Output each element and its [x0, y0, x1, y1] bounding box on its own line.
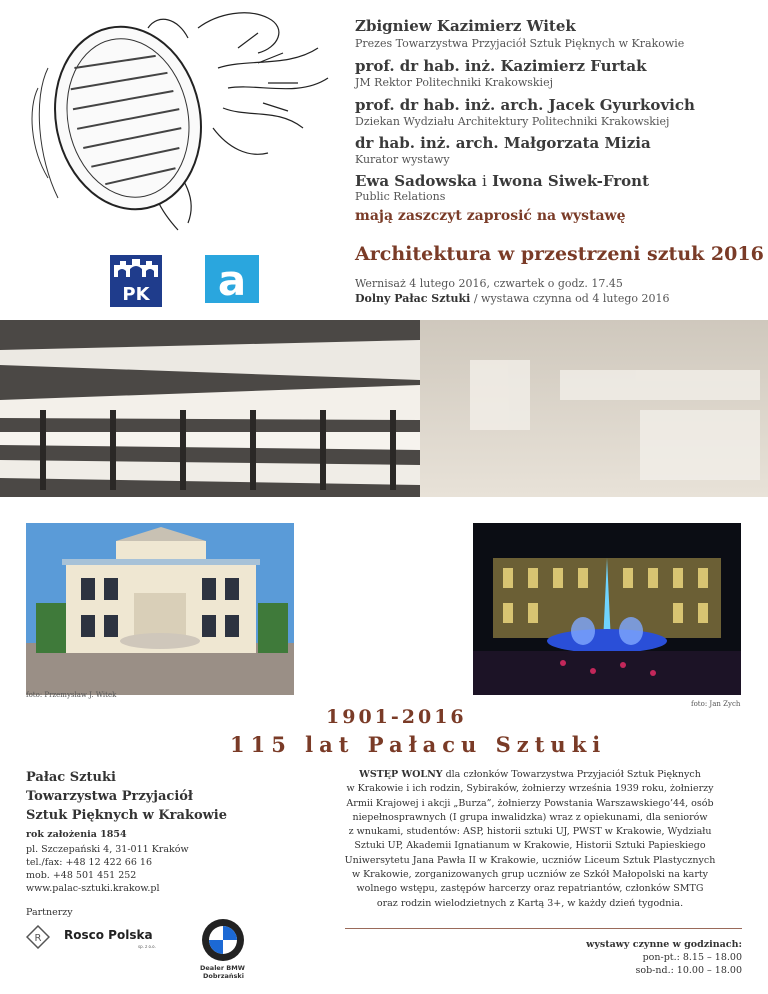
tel-text: tel./fax: +48 12 422 66 16	[26, 857, 152, 868]
anniversary-title: 115 lat Pałacu Sztuki	[230, 732, 607, 757]
free-entry-line: Armii Krajowej i akcji „Burza”, żołnierzy Powstania Warszawskiego’44, osób	[346, 797, 714, 809]
free-entry-line: w Krakowie, zorganizowanych grup uczniów ze Szkół Małopolski na karty	[351, 869, 709, 881]
rosco-logo	[26, 925, 166, 951]
vernissage-text: Wernisaż 4 lutego 2016, czwartek o godz. 17.45	[355, 277, 623, 290]
free-entry-text	[312, 768, 748, 911]
venue-line	[355, 291, 670, 306]
hours-weekend: sob-nd.: 10.00 – 18.00	[635, 965, 742, 976]
rosco-diamond-icon	[26, 925, 50, 949]
bmw-roundel-icon	[201, 918, 245, 962]
person-role: Prezes Towarzystwa Przyjaciół Sztuk Pięknych w Krakowie	[355, 37, 685, 50]
photo-credit-right: foto: Jan Zych	[691, 700, 741, 708]
free-entry-line: Uniwersytetu Jana Pawła II w Krakowie, uczniów Liceum Sztuk Plastycznych	[344, 854, 716, 866]
person-role: JM Rektor Politechniki Krakowskiej	[355, 76, 553, 89]
person-name-a: Ewa Sadowska	[355, 172, 477, 190]
a-logo	[205, 255, 259, 303]
person-name: prof. dr hab. inż. Kazimierz Furtak	[355, 57, 647, 75]
org-line: Pałac Sztuki	[26, 770, 116, 785]
hours-weekdays: pon-pt.: 8.15 – 18.00	[642, 952, 742, 963]
venue-rest: / wystawa czynna od 4 lutego 2016	[470, 292, 670, 305]
free-entry-line: WSTĘP WOLNY dla członków Towarzystwa Przyjaciół Sztuk Pięknych	[359, 769, 701, 780]
website-link[interactable]: www.palac-sztuki.krakow.pl	[26, 883, 160, 894]
stamp-illustration	[18, 8, 348, 238]
free-entry-line: niepełnosprawnych (I grupa inwalidzka) wraz z opiekunami, dla seniorów	[352, 811, 708, 823]
person-name: prof. dr hab. inż. arch. Jacek Gyurkovich	[355, 96, 695, 114]
pk-logo-text: PK	[122, 284, 150, 305]
free-entry-line: Sztuki UP, Akademii Ignatianum w Krakowie, Historii Sztuki Papieskiego	[354, 840, 706, 852]
person-name: Zbigniew Kazimierz Witek	[355, 17, 576, 35]
a-logo-text: a	[217, 256, 247, 303]
exhibition-title: Architektura w przestrzeni sztuk 2016	[355, 243, 764, 265]
hours-divider	[345, 928, 742, 929]
photo-credit-left: foto: Przemysław J. Witek	[26, 691, 117, 699]
architecture-model-photo	[0, 320, 768, 497]
person-name: dr hab. inż. arch. Małgorzata Mizia	[355, 134, 651, 152]
org-line: Sztuk Pięknych w Krakowie	[26, 808, 228, 823]
name-conjunction: i	[482, 172, 487, 190]
free-entry-heading: WSTĘP WOLNY	[359, 769, 443, 780]
hours-heading: wystawy czynne w godzinach:	[586, 939, 742, 950]
venue-name: Dolny Pałac Sztuki	[355, 292, 471, 305]
free-entry-line: wolnego wstępu, zastępów harcerzy oraz repatriantów, członków SMTG	[356, 883, 704, 895]
founded-text: rok założenia 1854	[26, 829, 127, 840]
rosco-name: Rosco Polska	[64, 928, 153, 942]
free-entry-line: z wnukami, studentów: ASP, historii sztuki UJ, PWST w Krakowie, Wydziału	[348, 826, 712, 838]
person-name	[355, 172, 649, 190]
person-role: Kurator wystawy	[355, 153, 450, 166]
rosco-sub: sp. z o.o.	[138, 944, 156, 949]
bmw-dealer-line1: Dealer BMW	[200, 964, 245, 972]
person-name-b: Iwona Siwek-Front	[492, 172, 650, 190]
mob-text: mob. +48 501 451 252	[26, 870, 137, 881]
svg-text:R: R	[34, 933, 42, 944]
palace-night-photo	[473, 523, 741, 695]
hours-block	[500, 938, 742, 977]
pk-logo	[110, 255, 162, 307]
invite-text: mają zaszczyt zaprosić na wystawę	[355, 208, 626, 224]
years-range: 1901-2016	[326, 706, 467, 728]
bmw-dealer-logo	[196, 918, 250, 980]
bmw-dealer-line2: Dobrzański	[203, 972, 244, 980]
org-line: Towarzystwa Przyjaciół	[26, 789, 193, 804]
palace-day-photo	[26, 523, 294, 695]
address-text: pl. Szczepański 4, 31-011 Kraków	[26, 844, 189, 855]
free-entry-line: oraz rodzin wielodzietnych z Kartą 3+, w każdy dzień tygodnia.	[376, 897, 684, 909]
partners-label: Partnerzy	[26, 907, 73, 918]
free-entry-line: w Krakowie i ich rodzin, Sybiraków, żołnierzy września 1939 roku, żołnierzy	[346, 783, 714, 795]
person-role: Public Relations	[355, 190, 446, 203]
person-role: Dziekan Wydziału Architektury Politechniki Krakowskiej	[355, 115, 670, 128]
